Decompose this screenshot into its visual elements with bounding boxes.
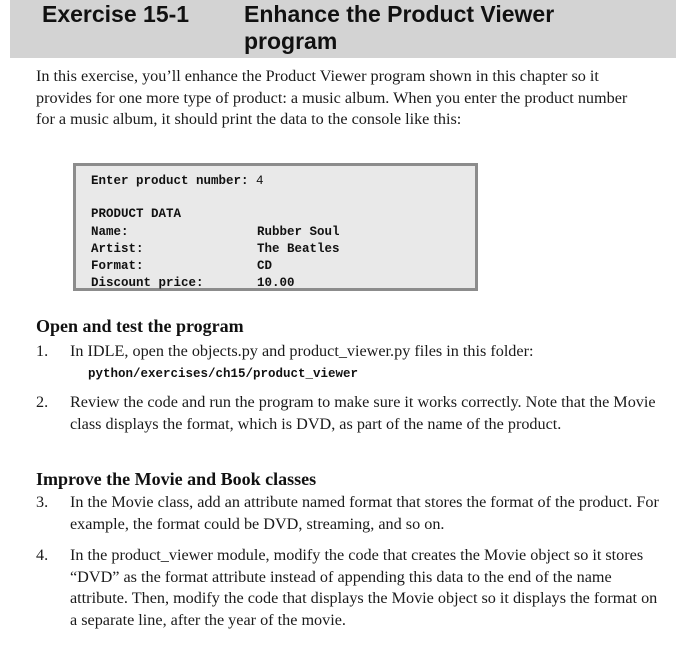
step-text: Review the code and run the program to make sure it works correctly. Note that the Movie class displays the format, which is DVD, as part of the name of the product. xyxy=(70,393,656,433)
section-heading: Open and test the program xyxy=(36,316,244,336)
console-label: Discount price: xyxy=(91,276,204,290)
console-value: The Beatles xyxy=(257,242,340,256)
step-text: In IDLE, open the objects.py and product_viewer.py files in this folder: xyxy=(70,342,534,360)
exercise-header xyxy=(10,0,676,58)
step-number: 2. xyxy=(36,393,49,411)
exercise-number: Exercise 15-1 xyxy=(42,1,190,27)
exercise-title: Enhance the Product Viewer program xyxy=(244,1,555,54)
step-text: In the product_viewer module, modify the code that creates the Movie object so it stores “DVD” as the format attribute instead of appending this data to the end of the name attribute. Then, modify the code that displays the Movie object so it displays the format on a separate line, after the year of the movie. xyxy=(70,546,658,629)
console-prompt: Enter product number: xyxy=(91,174,257,188)
console-label: Format: xyxy=(91,259,144,273)
section-heading: Improve the Movie and Book classes xyxy=(36,469,317,489)
step-number: 4. xyxy=(36,546,49,564)
console-output xyxy=(73,163,478,291)
console-input: 4 xyxy=(256,174,264,188)
console-label: Artist: xyxy=(91,242,144,256)
step-text: In the Movie class, add an attribute named format that stores the format of the product. For example, the format could be DVD, streaming, and so on. xyxy=(70,493,659,533)
console-label: Name: xyxy=(91,225,129,239)
step-number: 3. xyxy=(36,493,49,511)
console-prompt-line xyxy=(91,174,264,188)
intro-paragraph: In this exercise, you’ll enhance the Product Viewer program shown in this chapter so it provides for one more type of product: a music album. When you enter the product number for a music album, it should print the data to the console like this: xyxy=(36,67,628,128)
console-value: CD xyxy=(257,259,273,273)
console-heading: PRODUCT DATA xyxy=(91,207,182,221)
console-value: Rubber Soul xyxy=(257,225,340,239)
console-value: 10.00 xyxy=(257,276,295,290)
step-number: 1. xyxy=(36,342,49,360)
folder-path: python/exercises/ch15/product_viewer xyxy=(88,367,359,381)
